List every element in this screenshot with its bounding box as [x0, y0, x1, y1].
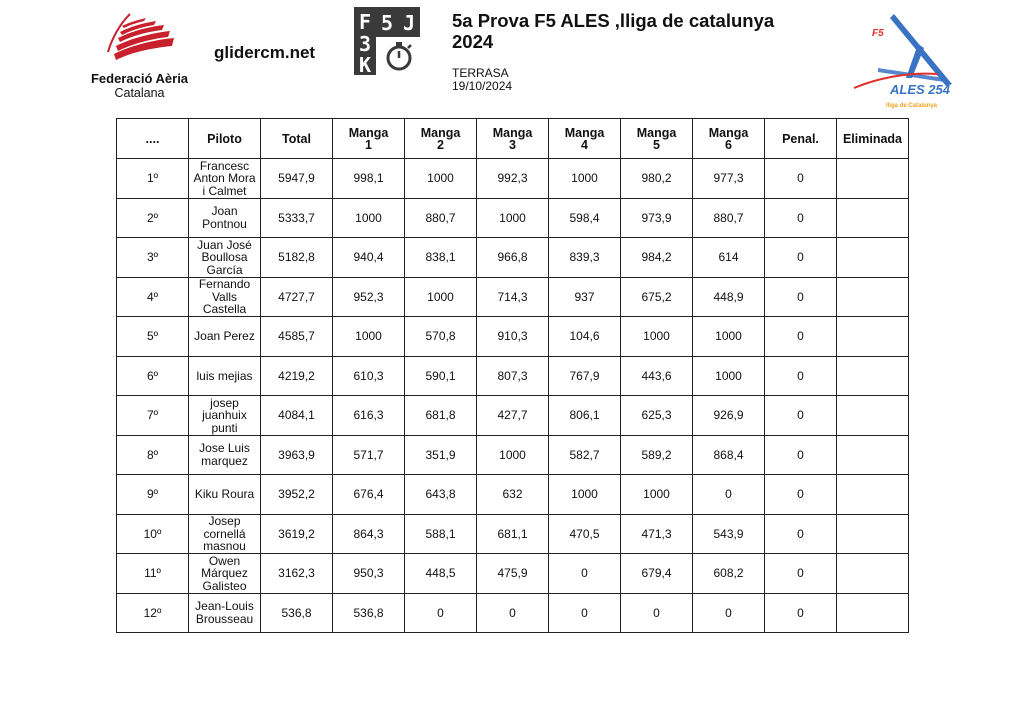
cell-manga-2: 838,1: [405, 238, 477, 278]
cell-manga-1: 676,4: [333, 475, 405, 515]
cell-manga-3: 1000: [477, 435, 549, 475]
cell-manga-5: 625,3: [621, 396, 693, 436]
cell-manga-4: 582,7: [549, 435, 621, 475]
cell-pilot: josep juanhuix punti: [189, 396, 261, 436]
cell-manga-5: 675,2: [621, 277, 693, 317]
cell-manga-2: 351,9: [405, 435, 477, 475]
cell-manga-1: 952,3: [333, 277, 405, 317]
cell-position: 7º: [117, 396, 189, 436]
cell-total: 3162,3: [261, 554, 333, 594]
cell-manga-5: 973,9: [621, 198, 693, 238]
cell-penal: 0: [765, 554, 837, 594]
cell-manga-3: 1000: [477, 198, 549, 238]
table-row: [117, 277, 909, 317]
federacio-aeria-catalana-logo: [82, 8, 197, 103]
cell-manga-5: 471,3: [621, 514, 693, 554]
cell-manga-4: 104,6: [549, 317, 621, 357]
ales-254-logo: [848, 8, 960, 112]
cell-manga-6: 868,4: [693, 435, 765, 475]
cell-manga-1: 950,3: [333, 554, 405, 594]
ales-logo-tagline: lliga de Catalunya: [886, 103, 938, 109]
cell-total: 4585,7: [261, 317, 333, 357]
title-line-2: 2024: [452, 31, 494, 52]
cell-manga-3: 427,7: [477, 396, 549, 436]
cell-manga-2: 590,1: [405, 356, 477, 396]
col-header-total: Total: [261, 119, 333, 159]
cell-manga-5: 980,2: [621, 159, 693, 199]
cell-eliminada: [837, 593, 909, 633]
f3k-letter-5: 5: [380, 11, 394, 35]
cell-manga-3: 910,3: [477, 317, 549, 357]
manga-label: Manga: [636, 125, 677, 140]
cell-penal: 0: [765, 277, 837, 317]
cell-total: 3952,2: [261, 475, 333, 515]
manga-label: Manga: [348, 125, 389, 140]
cell-manga-2: 570,8: [405, 317, 477, 357]
cell-pilot: Josep cornellá masnou: [189, 514, 261, 554]
cell-pilot: luis mejias: [189, 356, 261, 396]
cell-eliminada: [837, 514, 909, 554]
cell-position: 10º: [117, 514, 189, 554]
cell-manga-5: 589,2: [621, 435, 693, 475]
cell-manga-2: 448,5: [405, 554, 477, 594]
cell-manga-2: 880,7: [405, 198, 477, 238]
cell-manga-6: 1000: [693, 317, 765, 357]
table-row: [117, 554, 909, 594]
federation-subtitle: Catalana: [114, 86, 165, 100]
cell-pilot: Juan José Boullosa García: [189, 238, 261, 278]
cell-manga-1: 864,3: [333, 514, 405, 554]
cell-total: 5333,7: [261, 198, 333, 238]
cell-total: 3963,9: [261, 435, 333, 475]
cell-manga-6: 0: [693, 475, 765, 515]
f3k-letter-f: F: [358, 10, 372, 34]
cell-pilot: Owen Márquez Galisteo: [189, 554, 261, 594]
cell-position: 4º: [117, 277, 189, 317]
cell-manga-2: 588,1: [405, 514, 477, 554]
event-location-date: [452, 67, 512, 93]
title-line-1: 5a Prova F5 ALES ,lliga de catalunya: [452, 10, 775, 31]
cell-eliminada: [837, 356, 909, 396]
cell-manga-1: 998,1: [333, 159, 405, 199]
report-header: [0, 0, 1024, 115]
cell-penal: 0: [765, 396, 837, 436]
col-header-penal: Penal.: [765, 119, 837, 159]
cell-position: 8º: [117, 435, 189, 475]
cell-manga-1: 940,4: [333, 238, 405, 278]
cell-manga-5: 1000: [621, 317, 693, 357]
cell-manga-3: 966,8: [477, 238, 549, 278]
cell-total: 4084,1: [261, 396, 333, 436]
cell-eliminada: [837, 396, 909, 436]
col-header-manga-2: [405, 119, 477, 159]
manga-label: Manga: [492, 125, 533, 140]
cell-manga-6: 543,9: [693, 514, 765, 554]
federation-name: Federació Aèria: [90, 71, 189, 86]
cell-eliminada: [837, 198, 909, 238]
cell-manga-4: 0: [549, 593, 621, 633]
col-header-manga-1: [333, 119, 405, 159]
table-row: [117, 238, 909, 278]
table-row: [117, 356, 909, 396]
cell-penal: 0: [765, 593, 837, 633]
cell-manga-2: 1000: [405, 277, 477, 317]
col-header-manga-5: [621, 119, 693, 159]
cell-manga-4: 767,9: [549, 356, 621, 396]
cell-pilot: Francesc Anton Mora i Calmet: [189, 159, 261, 199]
cell-manga-3: 714,3: [477, 277, 549, 317]
table-row: [117, 198, 909, 238]
table-row: [117, 159, 909, 199]
table-row: [117, 396, 909, 436]
cell-position: 3º: [117, 238, 189, 278]
cell-eliminada: [837, 554, 909, 594]
manga-number: 1: [365, 137, 372, 152]
cell-penal: 0: [765, 514, 837, 554]
cell-total: 5182,8: [261, 238, 333, 278]
cell-manga-4: 937: [549, 277, 621, 317]
glider-icon: [854, 14, 952, 88]
col-header-position: ....: [117, 119, 189, 159]
cell-position: 2º: [117, 198, 189, 238]
cell-manga-1: 571,7: [333, 435, 405, 475]
table-row: [117, 317, 909, 357]
manga-number: 3: [509, 137, 516, 152]
cell-manga-4: 0: [549, 554, 621, 594]
col-header-manga-3: [477, 119, 549, 159]
table-row: [117, 593, 909, 633]
event-location: TERRASA: [452, 66, 509, 80]
cell-manga-6: 1000: [693, 356, 765, 396]
website-link[interactable]: glidercm.net: [214, 43, 316, 62]
ales-logo-tag: F5: [872, 28, 884, 39]
cell-penal: 0: [765, 356, 837, 396]
cell-manga-2: 1000: [405, 159, 477, 199]
cell-penal: 0: [765, 317, 837, 357]
cell-manga-4: 839,3: [549, 238, 621, 278]
ales-logo-name: ALES 254: [890, 82, 950, 97]
results-table: [116, 118, 909, 633]
cell-manga-5: 679,4: [621, 554, 693, 594]
cell-position: 9º: [117, 475, 189, 515]
manga-label: Manga: [564, 125, 605, 140]
cell-position: 11º: [117, 554, 189, 594]
col-header-eliminada: Eliminada: [837, 119, 909, 159]
cell-position: 5º: [117, 317, 189, 357]
table-row: [117, 514, 909, 554]
col-header-manga-6: [693, 119, 765, 159]
table-row: [117, 435, 909, 475]
col-header-pilot: Piloto: [189, 119, 261, 159]
cell-manga-4: 1000: [549, 159, 621, 199]
cell-manga-1: 610,3: [333, 356, 405, 396]
cell-pilot: Jose Luis marquez: [189, 435, 261, 475]
cell-manga-6: 0: [693, 593, 765, 633]
cell-manga-6: 977,3: [693, 159, 765, 199]
manga-number: 2: [437, 137, 444, 152]
cell-manga-5: 443,6: [621, 356, 693, 396]
cell-pilot: Joan Pontnou: [189, 198, 261, 238]
cell-manga-6: 880,7: [693, 198, 765, 238]
cell-total: 4219,2: [261, 356, 333, 396]
f3k-letter-3: 3: [358, 32, 372, 56]
cell-manga-1: 1000: [333, 317, 405, 357]
cell-pilot: Kiku Roura: [189, 475, 261, 515]
cell-total: 3619,2: [261, 514, 333, 554]
cell-manga-6: 926,9: [693, 396, 765, 436]
cell-total: 5947,9: [261, 159, 333, 199]
f3k-logo: [354, 7, 420, 75]
manga-number: 4: [581, 137, 588, 152]
cell-manga-3: 992,3: [477, 159, 549, 199]
f3k-letter-j: J: [402, 11, 416, 35]
event-date: 19/10/2024: [452, 79, 513, 93]
cell-penal: 0: [765, 475, 837, 515]
cell-pilot: Fernando Valls Castella: [189, 277, 261, 317]
cell-position: 6º: [117, 356, 189, 396]
cell-manga-4: 470,5: [549, 514, 621, 554]
cell-manga-4: 598,4: [549, 198, 621, 238]
cell-manga-6: 608,2: [693, 554, 765, 594]
manga-label: Manga: [420, 125, 461, 140]
col-header-manga-4: [549, 119, 621, 159]
cell-manga-3: 0: [477, 593, 549, 633]
cell-eliminada: [837, 475, 909, 515]
cell-manga-2: 681,8: [405, 396, 477, 436]
page-title: [452, 10, 774, 52]
cell-manga-5: 984,2: [621, 238, 693, 278]
cell-manga-2: 643,8: [405, 475, 477, 515]
cell-manga-1: 616,3: [333, 396, 405, 436]
manga-label: Manga: [708, 125, 749, 140]
cell-manga-2: 0: [405, 593, 477, 633]
cell-eliminada: [837, 238, 909, 278]
cell-pilot: Joan Perez: [189, 317, 261, 357]
cell-manga-1: 1000: [333, 198, 405, 238]
cell-penal: 0: [765, 159, 837, 199]
cell-manga-4: 1000: [549, 475, 621, 515]
table-row: [117, 475, 909, 515]
cell-manga-3: 475,9: [477, 554, 549, 594]
cell-position: 12º: [117, 593, 189, 633]
cell-manga-6: 614: [693, 238, 765, 278]
cell-total: 536,8: [261, 593, 333, 633]
f3k-letter-k: K: [358, 53, 372, 75]
cell-manga-1: 536,8: [333, 593, 405, 633]
cell-pilot: Jean-Louis Brousseau: [189, 593, 261, 633]
table-header-row: [117, 119, 909, 159]
cell-penal: 0: [765, 238, 837, 278]
cell-manga-3: 681,1: [477, 514, 549, 554]
cell-manga-4: 806,1: [549, 396, 621, 436]
cell-penal: 0: [765, 198, 837, 238]
cell-eliminada: [837, 435, 909, 475]
cell-eliminada: [837, 159, 909, 199]
cell-total: 4727,7: [261, 277, 333, 317]
cell-position: 1º: [117, 159, 189, 199]
cell-penal: 0: [765, 435, 837, 475]
cell-manga-6: 448,9: [693, 277, 765, 317]
manga-number: 5: [653, 137, 660, 152]
cell-manga-3: 632: [477, 475, 549, 515]
federation-wings-icon: [100, 8, 180, 70]
cell-manga-5: 1000: [621, 475, 693, 515]
cell-eliminada: [837, 317, 909, 357]
manga-number: 6: [725, 137, 732, 152]
cell-manga-5: 0: [621, 593, 693, 633]
cell-manga-3: 807,3: [477, 356, 549, 396]
cell-eliminada: [837, 277, 909, 317]
